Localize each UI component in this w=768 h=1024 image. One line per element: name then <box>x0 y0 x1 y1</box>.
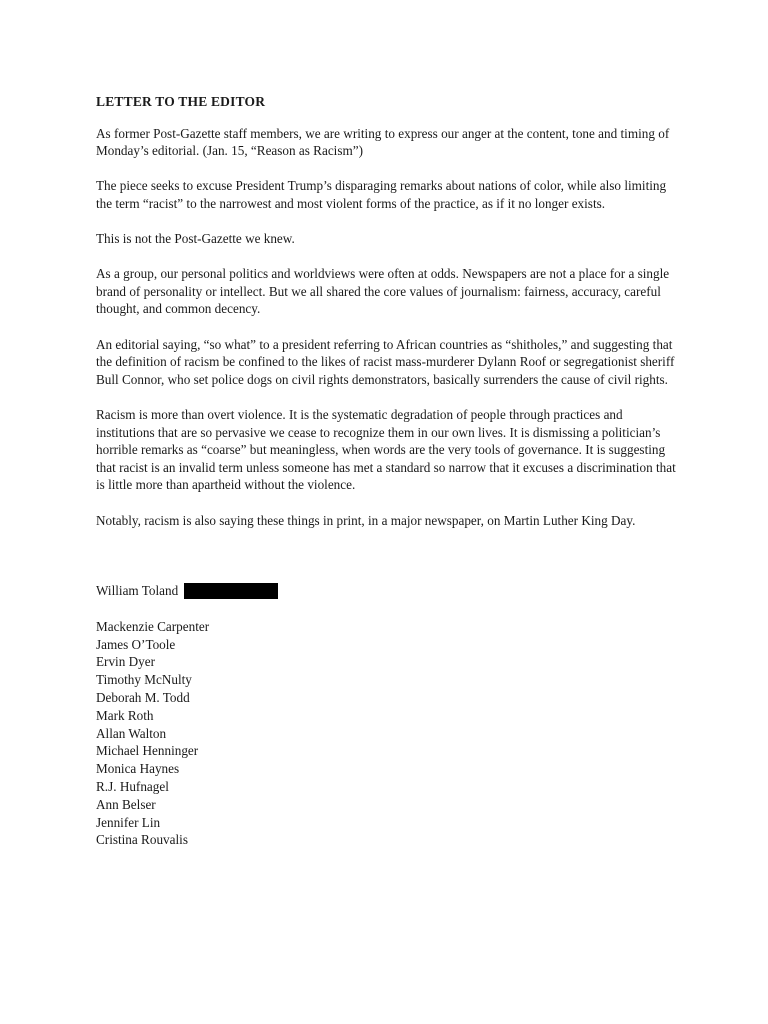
signer-name: Mackenzie Carpenter <box>96 618 210 634</box>
letter-title: LETTER TO THE EDITOR <box>96 94 266 109</box>
signer-name: Timothy McNulty <box>96 672 192 688</box>
paragraph-notably: Notably, racism is also saying these things in print, in a major newspaper, on Martin Luther King Day. <box>96 512 636 528</box>
signer-name: James O’Toole <box>96 636 176 652</box>
paragraph-piece-excuses: The piece seeks to excuse President Trump’s disparaging remarks about nations of color, while also limiting the term “racist” to the narrowest and most violent forms of the practice, as if it no longer exists. <box>96 178 667 211</box>
signer-name: Ervin Dyer <box>96 654 155 670</box>
paragraph-editorial-saying: An editorial saying, “so what” to a president referring to African countries as “shitholes,” and suggesting that the definition of racism be confined to the likes of racist mass-murderer Dylann Roof or segregationist sheriff Bull Connor, who set police dogs on civil rights demonstrators, basically surrenders the cause of civil rights. <box>96 336 675 387</box>
signer-name: Michael Henninger <box>96 743 199 759</box>
signer-name: R.J. Hufnagel <box>96 778 169 794</box>
paragraph-intro: As former Post-Gazette staff members, we are writing to express our anger at the content, tone and timing of Monday’s editorial. (Jan. 15, “Reason as Racism”) <box>96 125 670 159</box>
first-signer-name: William Toland <box>96 583 179 599</box>
signer-name: Cristina Rouvalis <box>96 832 188 848</box>
signer-name: Deborah M. Todd <box>96 689 190 705</box>
signature-block <box>96 582 680 849</box>
signer-name: Mark Roth <box>96 707 154 723</box>
signer-name: Ann Belser <box>96 796 156 812</box>
redaction-bar <box>184 583 278 599</box>
signer-name: Monica Haynes <box>96 761 180 777</box>
letter-page <box>96 93 680 849</box>
paragraph-not-post-gazette: This is not the Post-Gazette we knew. <box>96 231 295 247</box>
signer-name: Jennifer Lin <box>96 814 161 830</box>
signer-name: Allan Walton <box>96 725 167 741</box>
paragraph-racism-is-more: Racism is more than overt violence. It is the systematic degradation of people through practices and institutions that are so pervasive we cease to recognize them in our own lives. It is dismissing a politician’s horrible remarks as “coarse” but meaningless, when words are the very tools of governance. It is suggesting that racist is an invalid term unless someone has met a standard so narrow that it excuses a discrimination that is little more than apartheid without the violence. <box>96 407 676 493</box>
first-signer-line <box>96 582 680 600</box>
paragraph-as-a-group: As a group, our personal politics and worldviews were often at odds. Newspapers are not a place for a single brand of personality or intellect. But we all shared the core values of journalism: fairness, accuracy, careful thought, and common decency. <box>96 266 670 317</box>
